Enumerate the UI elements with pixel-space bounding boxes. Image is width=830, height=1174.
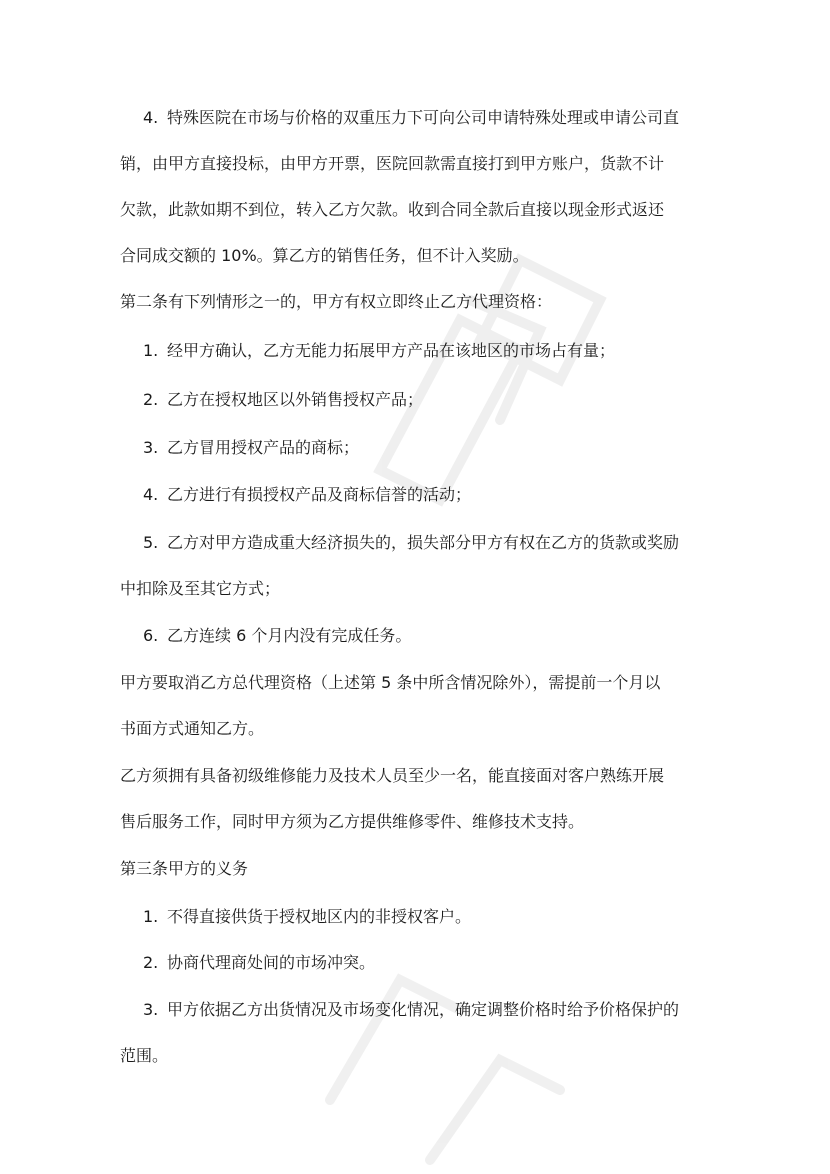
paragraph-service-line-2: 售后服务工作，同时甲方须为乙方提供维修零件、维修技术支持。 — [120, 812, 585, 831]
list-number: 4. — [143, 108, 159, 127]
list-item — [143, 340, 615, 362]
list-text: 乙方在授权地区以外销售授权产品； — [167, 390, 424, 409]
list-number: 5. — [143, 533, 159, 552]
list-text: 乙方冒用授权产品的商标； — [167, 438, 360, 457]
list-number: 2. — [143, 390, 159, 409]
list-item — [143, 906, 471, 928]
paragraph-cancel-line-2: 书面方式通知乙方。 — [120, 719, 265, 738]
list-item — [143, 625, 411, 647]
list-number: 1. — [143, 341, 159, 360]
list-number: 6. — [143, 626, 159, 645]
clause-4-line-1 — [143, 107, 679, 129]
list-text: 乙方连续 6 个月内没有完成任务。 — [167, 626, 412, 645]
list-item — [143, 484, 471, 506]
list-item — [143, 999, 679, 1021]
list-text: 不得直接供货于授权地区内的非授权客户。 — [167, 907, 472, 926]
paragraph-cancel-line-1: 甲方要取消乙方总代理资格（上述第 5 条中所含情况除外），需提前一个月以 — [120, 673, 661, 692]
list-item — [143, 389, 423, 411]
list-text: 乙方进行有损授权产品及商标信誉的活动； — [167, 485, 472, 504]
list-item — [143, 952, 375, 974]
list-item-continuation: 范围。 — [120, 1046, 169, 1065]
list-text: 甲方依据乙方出货情况及市场变化情况，确定调整价格时给予价格保护的 — [167, 1000, 680, 1019]
list-text: 特殊医院在市场与价格的双重压力下可向公司申请特殊处理或申请公司直 — [167, 108, 680, 127]
list-text: 经甲方确认，乙方无能力拓展甲方产品在该地区的市场占有量； — [167, 341, 616, 360]
list-number: 3. — [143, 438, 159, 457]
list-number: 1. — [143, 907, 159, 926]
clause-4-line-2: 销，由甲方直接投标，由甲方开票，医院回款需直接打到甲方账户，货款不计 — [120, 154, 665, 173]
article-2-heading: 第二条有下列情形之一的，甲方有权立即终止乙方代理资格： — [120, 292, 553, 311]
list-text: 乙方对甲方造成重大经济损失的，损失部分甲方有权在乙方的货款或奖励 — [167, 533, 680, 552]
list-number: 3. — [143, 1000, 159, 1019]
clause-4-line-3: 欠款，此款如期不到位，转入乙方欠款。收到合同全款后直接以现金形式返还 — [120, 200, 665, 219]
paragraph-service-line-1: 乙方须拥有具备初级维修能力及技术人员至少一名，能直接面对客户熟练开展 — [120, 766, 665, 785]
list-number: 2. — [143, 953, 159, 972]
list-text: 协商代理商处间的市场冲突。 — [167, 953, 376, 972]
article-3-heading: 第三条甲方的义务 — [120, 859, 249, 878]
list-item-continuation: 中扣除及至其它方式； — [120, 579, 281, 598]
list-item — [143, 532, 679, 554]
clause-4-line-4: 合同成交额的 10%。算乙方的销售任务，但不计入奖励。 — [120, 246, 529, 265]
list-item — [143, 437, 359, 459]
list-number: 4. — [143, 485, 159, 504]
